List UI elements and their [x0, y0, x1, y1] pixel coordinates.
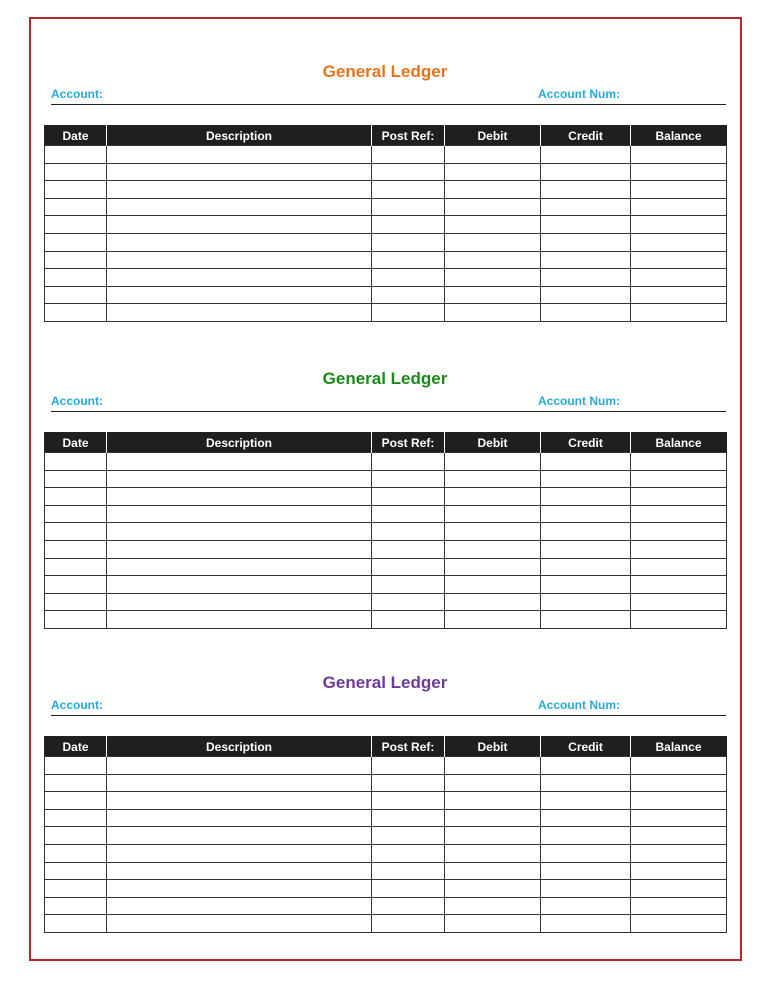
- debit-cell[interactable]: [445, 269, 541, 287]
- table-row: [45, 809, 727, 827]
- credit-cell[interactable]: [541, 269, 631, 287]
- post-ref-cell[interactable]: [372, 774, 445, 792]
- debit-cell[interactable]: [445, 505, 541, 523]
- post-ref-cell[interactable]: [372, 844, 445, 862]
- balance-cell[interactable]: [631, 593, 727, 611]
- debit-cell[interactable]: [445, 304, 541, 322]
- balance-cell[interactable]: [631, 251, 727, 269]
- balance-cell[interactable]: [631, 540, 727, 558]
- balance-cell[interactable]: [631, 488, 727, 506]
- ledger-rows: [45, 146, 727, 322]
- credit-cell[interactable]: [541, 897, 631, 915]
- credit-cell[interactable]: [541, 304, 631, 322]
- balance-cell[interactable]: [631, 233, 727, 251]
- debit-cell[interactable]: [445, 897, 541, 915]
- balance-cell[interactable]: [631, 862, 727, 880]
- debit-cell[interactable]: [445, 216, 541, 234]
- balance-cell[interactable]: [631, 897, 727, 915]
- credit-cell[interactable]: [541, 233, 631, 251]
- balance-cell[interactable]: [631, 757, 727, 775]
- column-header-post-ref: Post Ref:: [372, 126, 445, 146]
- ledger-title: General Ledger: [322, 369, 448, 388]
- debit-cell[interactable]: [445, 844, 541, 862]
- post-ref-cell[interactable]: [372, 792, 445, 810]
- date-cell[interactable]: [45, 792, 107, 810]
- post-ref-cell[interactable]: [372, 181, 445, 199]
- date-cell[interactable]: [45, 505, 107, 523]
- credit-cell[interactable]: [541, 540, 631, 558]
- credit-cell[interactable]: [541, 286, 631, 304]
- date-cell[interactable]: [45, 488, 107, 506]
- table-row: [45, 163, 727, 181]
- balance-cell[interactable]: [631, 611, 727, 629]
- table-row: [45, 827, 727, 845]
- description-cell[interactable]: [107, 593, 372, 611]
- credit-cell[interactable]: [541, 558, 631, 576]
- balance-cell[interactable]: [631, 269, 727, 287]
- date-cell[interactable]: [45, 198, 107, 216]
- balance-cell[interactable]: [631, 523, 727, 541]
- table-row: [45, 251, 727, 269]
- description-cell[interactable]: [107, 470, 372, 488]
- table-row: [45, 470, 727, 488]
- balance-cell[interactable]: [631, 915, 727, 933]
- date-cell[interactable]: [45, 774, 107, 792]
- description-cell[interactable]: [107, 757, 372, 775]
- post-ref-cell[interactable]: [372, 216, 445, 234]
- table-row: [45, 792, 727, 810]
- date-cell[interactable]: [45, 470, 107, 488]
- description-cell[interactable]: [107, 251, 372, 269]
- ledger-section: [44, 671, 726, 754]
- debit-cell[interactable]: [445, 611, 541, 629]
- balance-cell[interactable]: [631, 505, 727, 523]
- post-ref-cell[interactable]: [372, 540, 445, 558]
- table-row: [45, 757, 727, 775]
- debit-cell[interactable]: [445, 827, 541, 845]
- credit-cell[interactable]: [541, 523, 631, 541]
- column-header-credit: Credit: [541, 126, 631, 146]
- column-header-description: Description: [107, 126, 372, 146]
- table-row: [45, 216, 727, 234]
- account-label: Account:: [51, 87, 103, 101]
- account-line: [51, 391, 726, 412]
- date-cell[interactable]: [45, 304, 107, 322]
- column-header-date: Date: [45, 126, 107, 146]
- account-label: Account:: [51, 698, 103, 712]
- balance-cell[interactable]: [631, 198, 727, 216]
- date-cell[interactable]: [45, 523, 107, 541]
- credit-cell[interactable]: [541, 198, 631, 216]
- post-ref-cell[interactable]: [372, 915, 445, 933]
- column-header-post-ref: Post Ref:: [372, 433, 445, 453]
- debit-cell[interactable]: [445, 181, 541, 199]
- column-header-date: Date: [45, 737, 107, 757]
- balance-cell[interactable]: [631, 286, 727, 304]
- post-ref-cell[interactable]: [372, 470, 445, 488]
- credit-cell[interactable]: [541, 827, 631, 845]
- description-cell[interactable]: [107, 163, 372, 181]
- description-cell[interactable]: [107, 304, 372, 322]
- credit-cell[interactable]: [541, 216, 631, 234]
- ledger-rows: [45, 453, 727, 629]
- column-header-date: Date: [45, 433, 107, 453]
- debit-cell[interactable]: [445, 792, 541, 810]
- balance-cell[interactable]: [631, 827, 727, 845]
- table-row: [45, 488, 727, 506]
- date-cell[interactable]: [45, 827, 107, 845]
- account-num-label: Account Num:: [538, 698, 620, 712]
- table-row: [45, 453, 727, 471]
- post-ref-cell[interactable]: [372, 304, 445, 322]
- table-row: [45, 286, 727, 304]
- description-cell[interactable]: [107, 558, 372, 576]
- credit-cell[interactable]: [541, 880, 631, 898]
- balance-cell[interactable]: [631, 792, 727, 810]
- column-header-post-ref: Post Ref:: [372, 737, 445, 757]
- description-cell[interactable]: [107, 540, 372, 558]
- post-ref-cell[interactable]: [372, 611, 445, 629]
- description-cell[interactable]: [107, 576, 372, 594]
- debit-cell[interactable]: [445, 880, 541, 898]
- date-cell[interactable]: [45, 233, 107, 251]
- account-num-label: Account Num:: [538, 87, 620, 101]
- table-row: [45, 198, 727, 216]
- credit-cell[interactable]: [541, 505, 631, 523]
- balance-cell[interactable]: [631, 809, 727, 827]
- debit-cell[interactable]: [445, 809, 541, 827]
- description-cell[interactable]: [107, 844, 372, 862]
- debit-cell[interactable]: [445, 576, 541, 594]
- post-ref-cell[interactable]: [372, 827, 445, 845]
- table-row: [45, 862, 727, 880]
- post-ref-cell[interactable]: [372, 198, 445, 216]
- description-cell[interactable]: [107, 915, 372, 933]
- table-header-row: [45, 737, 727, 757]
- post-ref-cell[interactable]: [372, 558, 445, 576]
- description-cell[interactable]: [107, 269, 372, 287]
- post-ref-cell[interactable]: [372, 505, 445, 523]
- debit-cell[interactable]: [445, 774, 541, 792]
- table-row: [45, 233, 727, 251]
- column-header-description: Description: [107, 737, 372, 757]
- post-ref-cell[interactable]: [372, 880, 445, 898]
- date-cell[interactable]: [45, 915, 107, 933]
- date-cell[interactable]: [45, 540, 107, 558]
- table-row: [45, 181, 727, 199]
- description-cell[interactable]: [107, 146, 372, 164]
- date-cell[interactable]: [45, 809, 107, 827]
- description-cell[interactable]: [107, 774, 372, 792]
- post-ref-cell[interactable]: [372, 163, 445, 181]
- credit-cell[interactable]: [541, 146, 631, 164]
- description-cell[interactable]: [107, 505, 372, 523]
- column-header-balance: Balance: [631, 126, 727, 146]
- date-cell[interactable]: [45, 880, 107, 898]
- post-ref-cell[interactable]: [372, 286, 445, 304]
- description-cell[interactable]: [107, 286, 372, 304]
- table-row: [45, 269, 727, 287]
- table-row: [45, 505, 727, 523]
- credit-cell[interactable]: [541, 844, 631, 862]
- credit-cell[interactable]: [541, 163, 631, 181]
- table-header-row: [45, 126, 727, 146]
- table-header-row: [45, 433, 727, 453]
- table-row: [45, 146, 727, 164]
- balance-cell[interactable]: [631, 304, 727, 322]
- description-cell[interactable]: [107, 216, 372, 234]
- table-row: [45, 523, 727, 541]
- ledger-section: [44, 367, 726, 450]
- description-cell[interactable]: [107, 897, 372, 915]
- balance-cell[interactable]: [631, 216, 727, 234]
- credit-cell[interactable]: [541, 611, 631, 629]
- post-ref-cell[interactable]: [372, 146, 445, 164]
- account-line: [51, 695, 726, 716]
- description-cell[interactable]: [107, 792, 372, 810]
- post-ref-cell[interactable]: [372, 897, 445, 915]
- debit-cell[interactable]: [445, 862, 541, 880]
- debit-cell[interactable]: [445, 286, 541, 304]
- post-ref-cell[interactable]: [372, 593, 445, 611]
- table-row: [45, 774, 727, 792]
- table-row: [45, 844, 727, 862]
- table-row: [45, 540, 727, 558]
- post-ref-cell[interactable]: [372, 488, 445, 506]
- debit-cell[interactable]: [445, 163, 541, 181]
- column-header-credit: Credit: [541, 433, 631, 453]
- credit-cell[interactable]: [541, 862, 631, 880]
- date-cell[interactable]: [45, 576, 107, 594]
- account-label: Account:: [51, 394, 103, 408]
- date-cell[interactable]: [45, 286, 107, 304]
- date-cell[interactable]: [45, 844, 107, 862]
- description-cell[interactable]: [107, 488, 372, 506]
- date-cell[interactable]: [45, 269, 107, 287]
- column-header-description: Description: [107, 433, 372, 453]
- debit-cell[interactable]: [445, 488, 541, 506]
- post-ref-cell[interactable]: [372, 523, 445, 541]
- debit-cell[interactable]: [445, 558, 541, 576]
- ledger-rows: [45, 757, 727, 933]
- description-cell[interactable]: [107, 880, 372, 898]
- credit-cell[interactable]: [541, 593, 631, 611]
- description-cell[interactable]: [107, 181, 372, 199]
- debit-cell[interactable]: [445, 593, 541, 611]
- table-row: [45, 558, 727, 576]
- ledger-table: [44, 125, 727, 322]
- balance-cell[interactable]: [631, 844, 727, 862]
- balance-cell[interactable]: [631, 470, 727, 488]
- description-cell[interactable]: [107, 523, 372, 541]
- post-ref-cell[interactable]: [372, 453, 445, 471]
- account-line: [51, 84, 726, 105]
- post-ref-cell[interactable]: [372, 233, 445, 251]
- debit-cell[interactable]: [445, 453, 541, 471]
- table-row: [45, 880, 727, 898]
- debit-cell[interactable]: [445, 470, 541, 488]
- credit-cell[interactable]: [541, 792, 631, 810]
- description-cell[interactable]: [107, 453, 372, 471]
- ledger-title: General Ledger: [322, 62, 448, 81]
- description-cell[interactable]: [107, 862, 372, 880]
- description-cell[interactable]: [107, 611, 372, 629]
- debit-cell[interactable]: [445, 233, 541, 251]
- column-header-balance: Balance: [631, 737, 727, 757]
- debit-cell[interactable]: [445, 915, 541, 933]
- table-row: [45, 593, 727, 611]
- table-row: [45, 576, 727, 594]
- column-header-debit: Debit: [445, 737, 541, 757]
- debit-cell[interactable]: [445, 146, 541, 164]
- balance-cell[interactable]: [631, 163, 727, 181]
- credit-cell[interactable]: [541, 470, 631, 488]
- credit-cell[interactable]: [541, 576, 631, 594]
- date-cell[interactable]: [45, 216, 107, 234]
- credit-cell[interactable]: [541, 774, 631, 792]
- date-cell[interactable]: [45, 181, 107, 199]
- credit-cell[interactable]: [541, 181, 631, 199]
- balance-cell[interactable]: [631, 576, 727, 594]
- date-cell[interactable]: [45, 558, 107, 576]
- description-cell[interactable]: [107, 198, 372, 216]
- date-cell[interactable]: [45, 611, 107, 629]
- column-header-balance: Balance: [631, 433, 727, 453]
- table-row: [45, 897, 727, 915]
- debit-cell[interactable]: [445, 198, 541, 216]
- table-row: [45, 304, 727, 322]
- column-header-debit: Debit: [445, 433, 541, 453]
- date-cell[interactable]: [45, 862, 107, 880]
- account-num-label: Account Num:: [538, 394, 620, 408]
- column-header-debit: Debit: [445, 126, 541, 146]
- credit-cell[interactable]: [541, 488, 631, 506]
- column-header-credit: Credit: [541, 737, 631, 757]
- description-cell[interactable]: [107, 827, 372, 845]
- date-cell[interactable]: [45, 757, 107, 775]
- ledger-title: General Ledger: [322, 673, 448, 692]
- credit-cell[interactable]: [541, 915, 631, 933]
- credit-cell[interactable]: [541, 453, 631, 471]
- credit-cell[interactable]: [541, 809, 631, 827]
- debit-cell[interactable]: [445, 757, 541, 775]
- balance-cell[interactable]: [631, 880, 727, 898]
- balance-cell[interactable]: [631, 558, 727, 576]
- ledger-table: [44, 432, 727, 629]
- post-ref-cell[interactable]: [372, 809, 445, 827]
- post-ref-cell[interactable]: [372, 862, 445, 880]
- post-ref-cell[interactable]: [372, 757, 445, 775]
- description-cell[interactable]: [107, 233, 372, 251]
- debit-cell[interactable]: [445, 251, 541, 269]
- balance-cell[interactable]: [631, 181, 727, 199]
- date-cell[interactable]: [45, 251, 107, 269]
- ledger-table: [44, 736, 727, 933]
- table-row: [45, 915, 727, 933]
- post-ref-cell[interactable]: [372, 251, 445, 269]
- table-row: [45, 611, 727, 629]
- balance-cell[interactable]: [631, 774, 727, 792]
- balance-cell[interactable]: [631, 453, 727, 471]
- date-cell[interactable]: [45, 146, 107, 164]
- post-ref-cell[interactable]: [372, 269, 445, 287]
- date-cell[interactable]: [45, 897, 107, 915]
- description-cell[interactable]: [107, 809, 372, 827]
- ledger-section: [44, 60, 726, 143]
- date-cell[interactable]: [45, 593, 107, 611]
- date-cell[interactable]: [45, 453, 107, 471]
- debit-cell[interactable]: [445, 523, 541, 541]
- date-cell[interactable]: [45, 163, 107, 181]
- post-ref-cell[interactable]: [372, 576, 445, 594]
- credit-cell[interactable]: [541, 251, 631, 269]
- balance-cell[interactable]: [631, 146, 727, 164]
- credit-cell[interactable]: [541, 757, 631, 775]
- debit-cell[interactable]: [445, 540, 541, 558]
